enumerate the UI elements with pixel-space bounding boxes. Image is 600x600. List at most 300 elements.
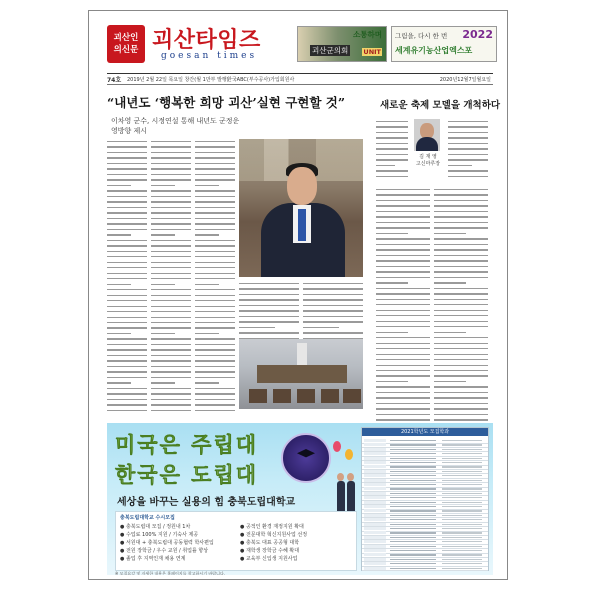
text-line xyxy=(151,322,191,323)
text-line xyxy=(151,201,191,202)
text-line xyxy=(107,317,147,318)
text-line xyxy=(376,293,430,294)
text-line xyxy=(107,371,147,372)
text-line xyxy=(151,333,175,334)
text-line xyxy=(303,327,339,328)
graduation-cap-emblem-icon xyxy=(281,433,331,483)
text-line xyxy=(303,305,363,306)
text-line xyxy=(151,300,191,301)
text-line xyxy=(195,404,235,405)
text-line xyxy=(434,282,466,283)
text-line xyxy=(107,306,147,307)
ad-department-table xyxy=(361,427,489,571)
text-line xyxy=(107,349,147,350)
text-line xyxy=(195,327,235,328)
text-line xyxy=(107,223,147,224)
text-line xyxy=(151,267,191,268)
text-line xyxy=(107,366,147,367)
text-line xyxy=(239,332,299,333)
text-line xyxy=(107,344,147,345)
text-line xyxy=(195,212,235,213)
text-line xyxy=(376,282,408,283)
text-line xyxy=(376,375,430,376)
column-sidebar xyxy=(372,93,501,423)
text-line xyxy=(151,338,191,339)
text-line xyxy=(195,141,235,142)
text-line xyxy=(107,212,147,213)
top-ad-expo-small: 그림을, 다시 한 번 xyxy=(395,32,448,40)
text-line xyxy=(107,163,147,164)
text-line xyxy=(195,295,235,296)
text-line xyxy=(434,392,488,393)
text-line xyxy=(448,143,488,144)
text-line xyxy=(107,262,147,263)
subhead-line-2: 영방향 제시 xyxy=(111,127,148,135)
text-line xyxy=(195,349,235,350)
text-line xyxy=(195,262,235,263)
text-line xyxy=(239,316,299,317)
text-line xyxy=(151,157,191,158)
column-body-left xyxy=(376,121,408,181)
ad-admission-list xyxy=(115,511,357,571)
text-line xyxy=(448,154,488,155)
text-line xyxy=(107,327,147,328)
text-line xyxy=(303,321,363,322)
text-line xyxy=(448,121,488,122)
text-line xyxy=(376,299,430,300)
text-line xyxy=(151,377,191,378)
issue-number: 74호 xyxy=(107,77,122,84)
text-line xyxy=(195,311,235,312)
council-chamber-photo xyxy=(239,339,363,409)
text-line xyxy=(376,332,408,333)
top-ad-expo-year: 2022 xyxy=(462,28,493,41)
text-line xyxy=(434,386,488,387)
seal-line-1: 괴산인 xyxy=(113,33,139,43)
text-line xyxy=(448,165,472,166)
text-line xyxy=(151,311,191,312)
text-line xyxy=(434,200,488,201)
text-line xyxy=(195,240,235,241)
text-line xyxy=(107,333,131,334)
text-line xyxy=(195,371,235,372)
text-line xyxy=(195,322,235,323)
text-line xyxy=(107,168,147,169)
text-line xyxy=(434,326,488,327)
text-line xyxy=(434,255,488,256)
text-line xyxy=(448,126,488,127)
text-line xyxy=(195,179,235,180)
text-line xyxy=(107,245,147,246)
text-line xyxy=(107,201,147,202)
text-line xyxy=(151,185,175,186)
text-line xyxy=(448,159,488,160)
text-line xyxy=(434,408,488,409)
abc-member-label: 한국ABC(부수공사)가입회원사 xyxy=(227,77,295,83)
text-line xyxy=(107,377,147,378)
text-line xyxy=(195,333,219,334)
newspaper-page xyxy=(88,10,508,580)
text-line xyxy=(376,170,408,171)
text-line xyxy=(434,299,488,300)
text-line xyxy=(434,216,488,217)
ad-tagline: 세상을 바꾸는 실용의 힘 충북도립대학교 xyxy=(117,497,296,508)
text-line xyxy=(107,229,147,230)
text-line xyxy=(434,359,488,360)
text-line xyxy=(107,399,147,400)
text-line xyxy=(434,348,488,349)
text-line xyxy=(195,338,235,339)
text-line xyxy=(151,168,191,169)
text-line xyxy=(195,344,235,345)
text-line xyxy=(151,163,191,164)
text-line xyxy=(376,337,430,338)
text-line xyxy=(195,278,235,279)
text-line xyxy=(376,143,408,144)
top-ad-council[interactable] xyxy=(297,26,387,62)
mayor-photo xyxy=(239,139,363,277)
text-line xyxy=(434,354,488,355)
text-line xyxy=(107,256,147,257)
text-line xyxy=(195,196,235,197)
text-line xyxy=(376,397,430,398)
text-line xyxy=(376,244,430,245)
columnist-caption xyxy=(410,153,446,167)
ad-footer-note: ※ 모집요강 및 자세한 내용은 홈페이지를 참고하시기 바랍니다. xyxy=(115,571,226,575)
article-body-col-3 xyxy=(195,141,235,415)
text-line xyxy=(448,176,488,177)
text-line xyxy=(434,277,488,278)
text-line xyxy=(107,185,131,186)
text-line xyxy=(107,196,147,197)
text-line xyxy=(151,245,191,246)
text-line xyxy=(151,317,191,318)
text-line xyxy=(195,185,219,186)
text-line xyxy=(434,375,488,376)
ad-list-row: ● 전원 장학금 / 우수 교원 / 취업률 향상 xyxy=(120,548,209,554)
text-line xyxy=(376,343,430,344)
subhead-line-1: 이차영 군수, 시정연설 통해 내년도 군정운 xyxy=(111,117,240,125)
text-line xyxy=(303,299,363,300)
top-ad-council-line3: UNIT xyxy=(363,48,381,56)
text-line xyxy=(195,256,235,257)
text-line xyxy=(376,403,430,404)
text-line xyxy=(195,218,235,219)
text-line xyxy=(195,284,219,285)
text-line xyxy=(376,216,430,217)
columnist-photo xyxy=(414,119,440,151)
text-line xyxy=(151,262,191,263)
graduates-illustration xyxy=(335,467,357,513)
text-line xyxy=(376,315,430,316)
text-line xyxy=(107,240,147,241)
text-line xyxy=(151,207,191,208)
text-line xyxy=(195,388,235,389)
text-line xyxy=(151,240,191,241)
text-line xyxy=(434,244,488,245)
text-line xyxy=(151,218,191,219)
text-line xyxy=(376,304,430,305)
text-line xyxy=(151,273,191,274)
text-line xyxy=(107,146,147,147)
text-line xyxy=(376,359,430,360)
text-line xyxy=(434,343,488,344)
text-line xyxy=(376,326,430,327)
text-line xyxy=(376,386,430,387)
text-line xyxy=(107,355,147,356)
text-line xyxy=(434,227,488,228)
top-ad-council-line1: 소통하며 xyxy=(353,30,382,39)
text-line xyxy=(303,283,363,284)
text-line xyxy=(376,126,408,127)
text-line xyxy=(195,168,235,169)
text-line xyxy=(434,381,466,382)
text-line xyxy=(151,179,191,180)
text-line xyxy=(151,152,191,153)
text-line xyxy=(303,294,363,295)
text-line xyxy=(195,234,219,235)
text-line xyxy=(448,148,488,149)
text-line xyxy=(195,382,219,383)
text-line xyxy=(195,377,235,378)
text-line xyxy=(239,321,299,322)
text-line xyxy=(151,212,191,213)
text-line xyxy=(434,419,488,420)
text-line xyxy=(434,222,488,223)
text-line xyxy=(376,370,430,371)
top-ad-expo[interactable] xyxy=(391,26,497,62)
text-line xyxy=(376,233,408,234)
text-line xyxy=(195,273,235,274)
ad-headline-1: 미국은 주립대 xyxy=(115,433,259,457)
text-line xyxy=(151,388,191,389)
text-line xyxy=(195,207,235,208)
text-line xyxy=(239,305,299,306)
text-line xyxy=(434,304,488,305)
text-line xyxy=(376,365,430,366)
ad-list-row: ● 충북도립대 모집 / 정원내 1차 xyxy=(120,524,191,530)
text-line xyxy=(151,141,191,142)
text-line xyxy=(195,355,235,356)
newspaper-brand: 괴산타임즈 xyxy=(152,27,261,53)
text-line xyxy=(107,273,147,274)
text-line xyxy=(434,238,488,239)
ad-list-row-right: ● 전문대학 혁신지원사업 선정 xyxy=(240,532,308,538)
text-line xyxy=(376,159,408,160)
text-line xyxy=(195,146,235,147)
text-line xyxy=(239,283,299,284)
text-line xyxy=(434,321,488,322)
column-body-right xyxy=(448,121,488,181)
text-line xyxy=(151,174,191,175)
text-line xyxy=(448,137,488,138)
top-ad-expo-title: 세계유기농산업엑스포 xyxy=(395,46,473,55)
text-line xyxy=(376,222,430,223)
text-line xyxy=(195,366,235,367)
text-line xyxy=(376,227,430,228)
text-line xyxy=(303,332,363,333)
text-line xyxy=(376,154,408,155)
text-line xyxy=(195,267,235,268)
text-line xyxy=(151,229,191,230)
text-line xyxy=(195,289,235,290)
text-line xyxy=(376,137,408,138)
text-line xyxy=(376,414,430,415)
text-line xyxy=(195,393,235,394)
text-line xyxy=(195,223,235,224)
text-line xyxy=(239,310,299,311)
text-line xyxy=(239,299,299,300)
text-line xyxy=(376,255,430,256)
ad-list-row: ● 서원대 + 충북도립대 공동협력 학사편입 xyxy=(120,540,214,546)
ad-list-row-right: ● 충북도 대표 공공형 대학 xyxy=(240,540,300,546)
text-line xyxy=(434,194,488,195)
columnist-name: 김 재 영 xyxy=(419,154,437,160)
text-line xyxy=(107,190,147,191)
text-line xyxy=(376,176,408,177)
text-line xyxy=(195,157,235,158)
text-line xyxy=(195,190,235,191)
text-line xyxy=(376,148,408,149)
text-line xyxy=(195,174,235,175)
text-line xyxy=(376,381,408,382)
text-line xyxy=(151,399,191,400)
text-line xyxy=(434,370,488,371)
text-line xyxy=(107,295,147,296)
ad-list-row-right: ● 공적인 환경 재정지원 확대 xyxy=(240,524,304,530)
text-line xyxy=(239,294,299,295)
text-line xyxy=(107,152,147,153)
university-ad[interactable] xyxy=(107,423,493,575)
text-line xyxy=(376,419,430,420)
text-line xyxy=(303,310,363,311)
text-line xyxy=(151,256,191,257)
text-line xyxy=(376,277,430,278)
text-line xyxy=(151,393,191,394)
text-line xyxy=(376,354,430,355)
text-line xyxy=(151,251,191,252)
ad-list-row: ● 졸업 후 지역인재 채용 연계 xyxy=(120,556,186,562)
text-line xyxy=(151,371,191,372)
text-line xyxy=(434,266,488,267)
text-line xyxy=(195,229,235,230)
text-line xyxy=(151,196,191,197)
text-line xyxy=(376,205,430,206)
text-line xyxy=(434,315,488,316)
text-line xyxy=(107,360,147,361)
text-line xyxy=(151,382,175,383)
article-body-col-1 xyxy=(107,141,147,415)
text-line xyxy=(151,360,191,361)
text-line xyxy=(376,321,430,322)
text-line xyxy=(195,399,235,400)
text-line xyxy=(434,249,488,250)
text-line xyxy=(195,251,235,252)
text-line xyxy=(195,201,235,202)
text-line xyxy=(107,251,147,252)
article-subhead xyxy=(111,116,239,136)
text-line xyxy=(151,355,191,356)
text-line xyxy=(151,404,191,405)
column-title: 새로운 축제 모델을 개척하다 xyxy=(380,100,501,111)
text-line xyxy=(434,271,488,272)
text-line xyxy=(239,288,299,289)
text-line xyxy=(195,317,235,318)
text-line xyxy=(434,189,488,190)
text-line xyxy=(434,337,488,338)
text-line xyxy=(376,194,430,195)
text-line xyxy=(151,327,191,328)
text-line xyxy=(151,366,191,367)
newspaper-brand-en: goesan times xyxy=(161,51,258,61)
text-line xyxy=(376,132,408,133)
text-line xyxy=(107,300,147,301)
text-line xyxy=(376,266,430,267)
text-line xyxy=(107,382,131,383)
text-line xyxy=(434,414,488,415)
text-line xyxy=(376,238,430,239)
text-line xyxy=(107,234,131,235)
text-line xyxy=(239,327,275,328)
text-line xyxy=(376,310,430,311)
ad-headline-2: 한국은 도립대 xyxy=(115,463,259,487)
text-line xyxy=(376,121,408,122)
text-line xyxy=(107,311,147,312)
text-line xyxy=(151,234,175,235)
text-line xyxy=(151,410,191,411)
text-line xyxy=(107,284,131,285)
top-ad-council-line2: 괴산군의회 xyxy=(312,46,349,55)
text-line xyxy=(107,404,147,405)
text-line xyxy=(434,365,488,366)
text-line xyxy=(151,278,191,279)
text-line xyxy=(107,174,147,175)
text-line xyxy=(195,410,235,411)
text-line xyxy=(151,295,191,296)
text-line xyxy=(151,146,191,147)
article-headline: “내년도 ‘행복한 희망 괴산’실현 구현할 것” xyxy=(107,95,346,110)
text-line xyxy=(303,288,363,289)
table-row xyxy=(362,567,488,572)
seal-line-2: 의신문 xyxy=(113,45,139,55)
text-line xyxy=(107,388,147,389)
text-line xyxy=(376,348,430,349)
text-line xyxy=(107,322,147,323)
text-line xyxy=(376,189,430,190)
text-line xyxy=(434,233,466,234)
text-line xyxy=(107,141,147,142)
text-line xyxy=(448,132,488,133)
issue-date-line: 2019년 2월 22일 목요일 창간(월 1만부 발행) xyxy=(127,77,229,83)
issue-right-date: 2020년12월7일월요일 xyxy=(439,77,491,83)
text-line xyxy=(107,267,147,268)
ad-list-title: 충북도립대학교 수시모집 xyxy=(120,515,175,521)
text-line xyxy=(107,393,147,394)
text-line xyxy=(151,284,175,285)
issue-info-bar xyxy=(107,73,493,85)
ad-list-row-right: ● 교육부 신입생 지원사업 xyxy=(240,556,298,562)
text-line xyxy=(434,332,466,333)
text-line xyxy=(195,306,235,307)
text-line xyxy=(195,163,235,164)
text-line xyxy=(434,397,488,398)
text-line xyxy=(107,278,147,279)
text-line xyxy=(376,408,430,409)
ad-list-row-right: ● 재학생 장학금 수혜 확대 xyxy=(240,548,300,554)
text-line xyxy=(107,289,147,290)
text-line xyxy=(376,260,430,261)
text-line xyxy=(376,165,395,166)
